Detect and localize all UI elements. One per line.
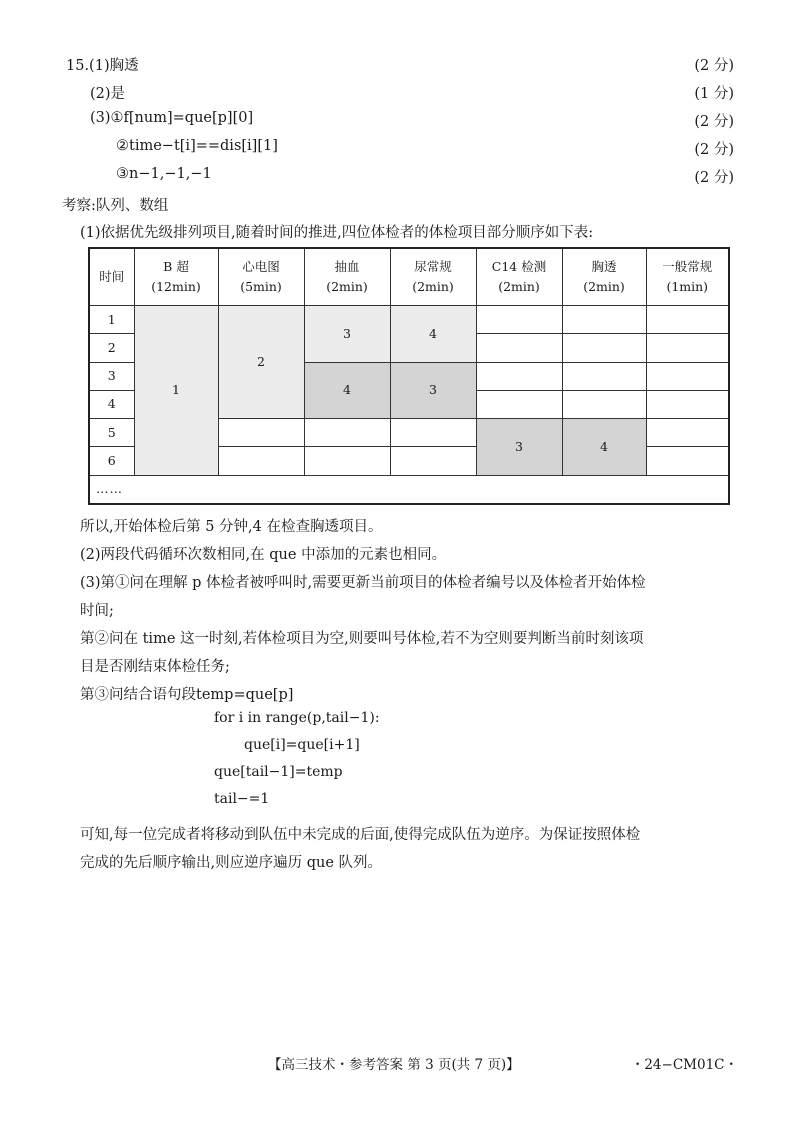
time-cell: 3 <box>89 362 134 390</box>
col-duration: (12min) <box>151 279 201 294</box>
answer-3-1: (3)①f[num]=que[p][0] <box>90 110 254 126</box>
col-ecg <box>218 248 304 306</box>
conclusion-1: 可知,每一位完成者将移动到队伍中未完成的后面,使得完成队伍为逆序。为保证按照体检 <box>80 827 641 843</box>
answer-3-3-score: (2 分) <box>694 170 734 186</box>
code-line-1: for i in range(p,tail−1): <box>214 710 380 726</box>
col-chest <box>562 248 646 306</box>
answer-3-1-score: (2 分) <box>694 114 734 130</box>
cell-c14-5-6: 3 <box>476 419 562 476</box>
empty-cell <box>304 447 390 475</box>
col-duration: (1min) <box>666 279 709 294</box>
col-duration: (5min) <box>240 279 282 294</box>
empty-cell <box>646 334 729 362</box>
col-name: 一般常规 <box>662 259 713 274</box>
answer-1-score: (2 分) <box>694 58 734 74</box>
col-general <box>646 248 729 306</box>
col-duration: (2min) <box>583 279 625 294</box>
empty-cell <box>646 419 729 447</box>
conclusion-2: 完成的先后顺序输出,则应逆序遍历 que 队列。 <box>80 855 383 871</box>
empty-cell <box>562 390 646 418</box>
answer-3-2-score: (2 分) <box>694 142 734 158</box>
explanation-5: 第②问在 time 这一时刻,若体检项目为空,则要叫号体检,若不为空则要判断当前时刻该项 <box>80 631 644 647</box>
answer-2: (2)是 <box>90 86 126 102</box>
explanation-3: (3)第①问在理解 p 体检者被呼叫时,需要更新当前项目的体检者编号以及体检者开始体检 <box>80 575 646 591</box>
answer-1: 15.(1)胸透 <box>66 58 139 74</box>
cell-blood-1-2: 3 <box>304 306 390 363</box>
code-line-3: que[tail−1]=temp <box>214 764 343 780</box>
footer-page-info: 【高三技术・参考答案 第 3 页(共 7 页)】 <box>268 1057 520 1073</box>
cell-ecg: 2 <box>218 306 304 419</box>
empty-cell <box>646 390 729 418</box>
empty-cell <box>218 447 304 475</box>
explanation-2: (2)两段代码循环次数相同,在 que 中添加的元素也相同。 <box>80 547 447 563</box>
empty-cell <box>646 447 729 475</box>
time-cell: 5 <box>89 419 134 447</box>
answer-3-2: ②time−t[i]==dis[i][1] <box>116 138 278 154</box>
table-header-row <box>89 248 729 306</box>
cell-urine-3-4: 3 <box>390 362 476 419</box>
cell-b-ultrasound: 1 <box>134 306 218 476</box>
code-line-4: tail−=1 <box>214 791 270 807</box>
empty-cell <box>476 306 562 334</box>
schedule-table <box>88 247 730 505</box>
time-cell: 4 <box>89 390 134 418</box>
empty-cell <box>304 419 390 447</box>
time-cell: 1 <box>89 306 134 334</box>
empty-cell <box>646 306 729 334</box>
empty-cell <box>390 447 476 475</box>
intro-line: (1)依据优先级排列项目,随着时间的推进,四位体检者的体检项目部分顺序如下表: <box>80 225 594 241</box>
table-row <box>89 475 729 504</box>
answer-3-3: ③n−1,−1,−1 <box>116 166 212 182</box>
col-name: 尿常规 <box>414 259 452 274</box>
col-b-ultrasound <box>134 248 218 306</box>
footer-code: ・24−CM01C・ <box>630 1057 738 1073</box>
explanation-6: 目是否刚结束体检任务; <box>80 659 230 675</box>
empty-cell <box>476 334 562 362</box>
empty-cell <box>562 362 646 390</box>
empty-cell <box>646 362 729 390</box>
col-name: 抽血 <box>334 259 360 274</box>
col-blood <box>304 248 390 306</box>
cell-blood-3-4: 4 <box>304 362 390 419</box>
empty-cell <box>476 362 562 390</box>
col-name: 胸透 <box>591 259 617 274</box>
time-cell: 2 <box>89 334 134 362</box>
answer-2-score: (1 分) <box>694 86 734 102</box>
col-duration: (2min) <box>498 279 540 294</box>
col-duration: (2min) <box>412 279 454 294</box>
empty-cell <box>562 334 646 362</box>
col-c14 <box>476 248 562 306</box>
cell-urine-1-2: 4 <box>390 306 476 363</box>
empty-cell <box>390 419 476 447</box>
col-duration: (2min) <box>326 279 368 294</box>
col-urine <box>390 248 476 306</box>
code-line-2: que[i]=que[i+1] <box>244 737 360 753</box>
explanation-7: 第③问结合语句段temp=que[p] <box>80 687 294 703</box>
ellipsis-row: …… <box>89 475 729 504</box>
cell-chest-5-6: 4 <box>562 419 646 476</box>
explanation-4: 时间; <box>80 603 114 619</box>
empty-cell <box>218 419 304 447</box>
empty-cell <box>562 306 646 334</box>
empty-cell <box>476 390 562 418</box>
explanation-1: 所以,开始体检后第 5 分钟,4 在检查胸透项目。 <box>80 519 383 535</box>
time-header: 时间 <box>89 248 134 306</box>
col-name: B 超 <box>163 259 189 274</box>
col-name: C14 检测 <box>491 259 547 274</box>
col-name: 心电图 <box>242 259 280 274</box>
topic-line: 考察:队列、数组 <box>62 198 169 214</box>
time-cell: 6 <box>89 447 134 475</box>
table-row <box>89 306 729 334</box>
